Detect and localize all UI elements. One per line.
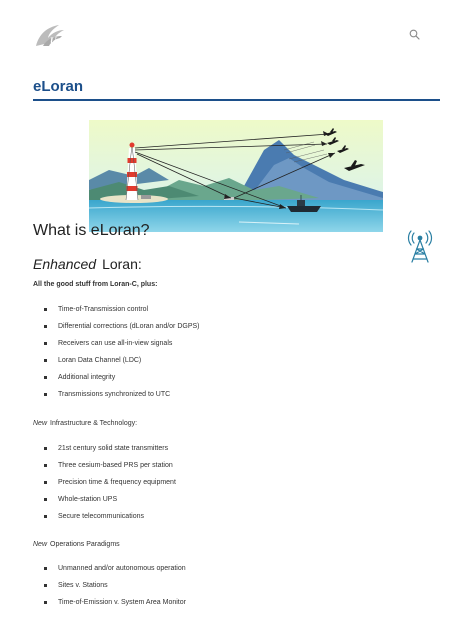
list-item: Whole-station UPS: [44, 496, 176, 513]
enhanced-loran-heading: [33, 256, 142, 272]
site-logo-text: UrsaNav: [50, 36, 85, 46]
subheading-rest: Loran:: [102, 256, 142, 272]
lead-rest: Infrastructure & Technology:: [50, 420, 138, 427]
list-item: Transmissions synchronized to UTC: [44, 391, 200, 408]
list-item: Precision time & frequency equipment: [44, 479, 176, 496]
list-item: Time-of-Transmission control: [44, 306, 200, 323]
list-item: 21st century solid state transmitters: [44, 445, 176, 462]
page-title: eLoran: [33, 78, 84, 95]
infrastructure-list: [44, 445, 176, 530]
lead-rest: Operations Paradigms: [50, 541, 120, 548]
radio-tower-icon: [406, 228, 434, 264]
list-item: Sites v. Stations: [44, 582, 186, 599]
subheading-emphasis: Enhanced: [33, 256, 97, 272]
lead-emphasis: New: [33, 420, 48, 427]
list-item: Time-of-Emission v. System Area Monitor: [44, 599, 186, 616]
title-divider: [33, 99, 440, 101]
operations-lead: [33, 541, 120, 548]
eloran-illustration: [89, 120, 383, 232]
search-icon[interactable]: [409, 29, 420, 40]
lead-emphasis: New: [33, 541, 48, 548]
list-item: Unmanned and/or autonomous operation: [44, 565, 186, 582]
list-item: Receivers can use all-in-view signals: [44, 340, 200, 357]
section-heading: What is eLoran?: [33, 222, 150, 239]
list-item: Differential corrections (dLoran and/or DGPS): [44, 323, 200, 340]
list-item: Additional integrity: [44, 374, 200, 391]
operations-list: [44, 565, 186, 616]
list-item: Secure telecommunications: [44, 513, 176, 530]
infrastructure-lead: [33, 420, 137, 427]
intro-lead: All the good stuff from Loran-C, plus:: [33, 281, 158, 288]
site-header: [0, 0, 474, 68]
feature-list: [44, 306, 200, 408]
list-item: Three cesium-based PRS per station: [44, 462, 176, 479]
list-item: Loran Data Channel (LDC): [44, 357, 200, 374]
